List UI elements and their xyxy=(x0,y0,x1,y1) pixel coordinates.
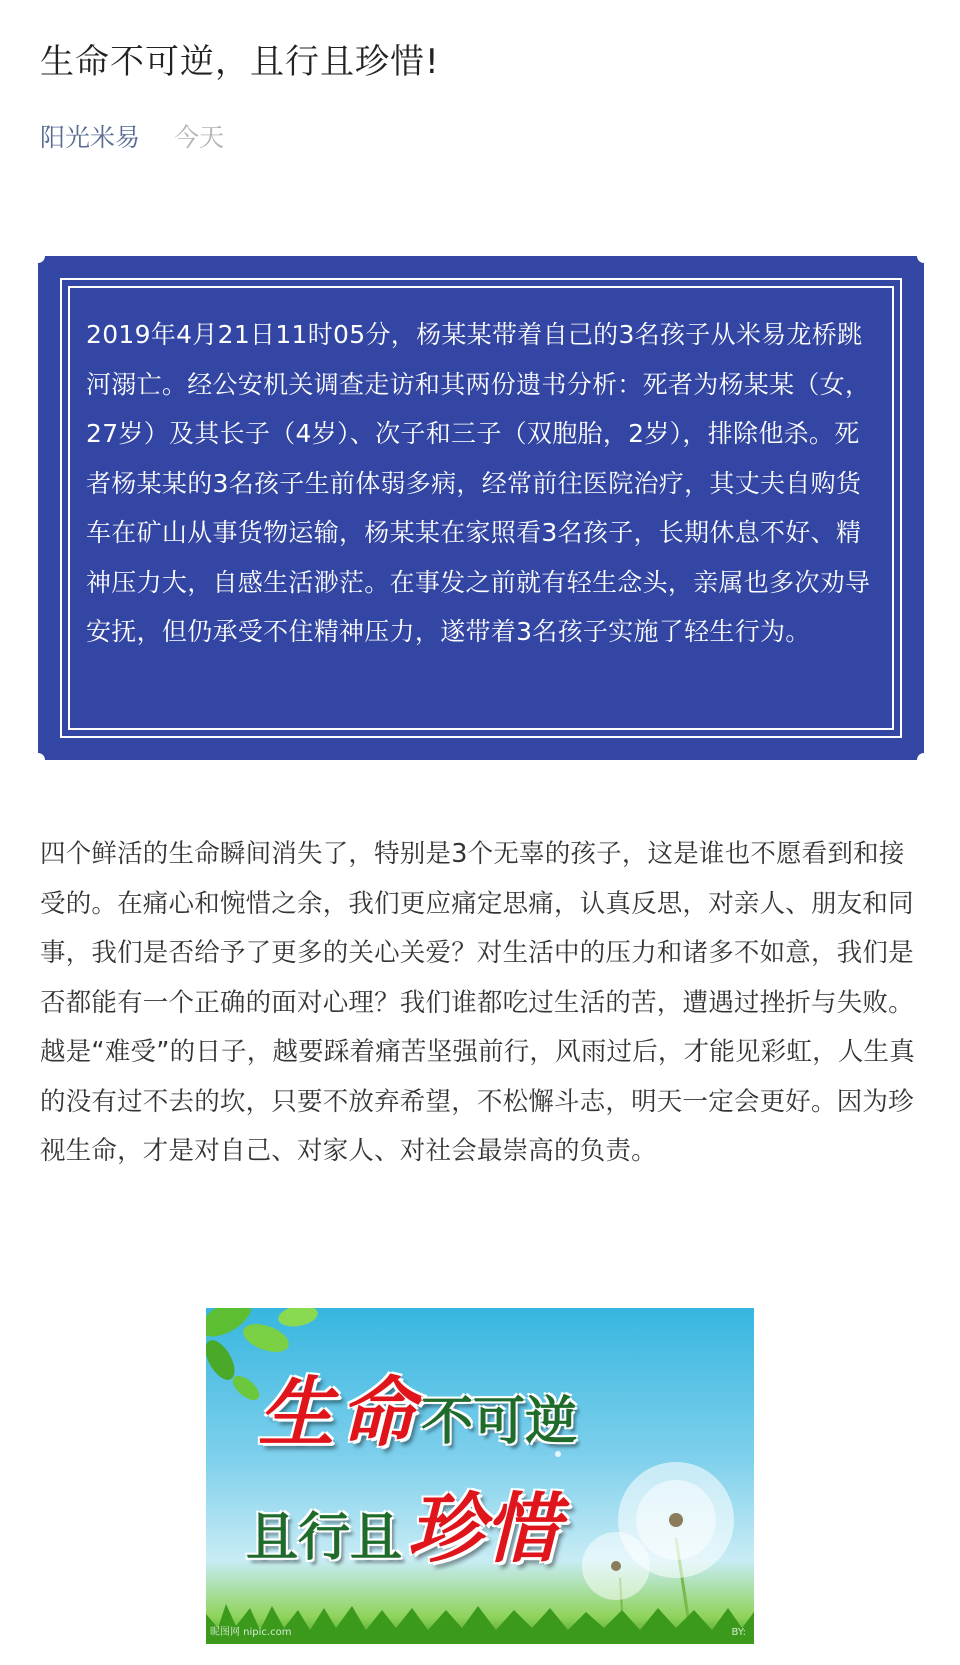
poster-green-text: 不可逆 xyxy=(421,1391,578,1452)
incident-notice-box xyxy=(38,256,924,760)
poster-line-1 xyxy=(258,1352,577,1461)
poster-red-text: 珍惜 xyxy=(407,1484,560,1573)
corner-notch-icon xyxy=(31,753,45,767)
article-meta xyxy=(40,118,224,154)
dandelion-icon xyxy=(530,1430,734,1644)
author-link[interactable]: 阳光米易 xyxy=(40,123,141,152)
poster-green-text: 且行且 xyxy=(246,1507,403,1568)
poster-line-2 xyxy=(246,1468,560,1577)
poster-red-char: 生 xyxy=(258,1368,334,1457)
corner-notch-icon xyxy=(917,249,931,263)
notice-text: 2019年4月21日11时05分，杨某某带着自己的3名孩子从米易龙桥跳河溺亡。经公安机关调查走访和其两份遗书分析：死者为杨某某（女，27岁）及其长子（4岁）、次子和三子（双胞胎，2岁），排除他杀。死者杨某某的3名孩子生前体弱多病，经常前往医院治疗，其丈夫自购货车在矿山从事货物运输，杨某某在家照看3名孩子，长期休息不好、精神压力大，自感生活渺茫。在事发之前就有轻生念头，亲属也多次劝导安抚，但仍承受不住精神压力，遂带着3名孩子实施了轻生行为。 xyxy=(86,320,871,646)
corner-notch-icon xyxy=(917,753,931,767)
poster-watermark: BY: xyxy=(731,1627,746,1638)
publish-date: 今天 xyxy=(173,123,224,152)
body-paragraph: 四个鲜活的生命瞬间消失了，特别是3个无辜的孩子，这是谁也不愿看到和接受的。在痛心和惋惜之余，我们更应痛定思痛，认真反思，对亲人、朋友和同事，我们是否给予了更多的关心关爱？对生活中的压力和诸多不如意，我们是否都能有一个正确的面对心理？我们谁都吃过生活的苦，遭遇过挫折与失败。越是“难受”的日子，越要踩着痛苦坚强前行，风雨过后，才能见彩虹，人生真的没有过不去的坎，只要不放弃希望，不松懈斗志，明天一定会更好。因为珍视生命，才是对自己、对家人、对社会最崇高的负责。 xyxy=(40,839,915,1166)
article-title: 生命不可逆，且行且珍惜! xyxy=(40,42,440,82)
poster-red-char: 命 xyxy=(339,1368,416,1457)
corner-notch-icon xyxy=(31,249,45,263)
poster-watermark: 昵图网 nipic.com xyxy=(210,1627,292,1638)
cherish-life-poster[interactable] xyxy=(206,1308,754,1644)
